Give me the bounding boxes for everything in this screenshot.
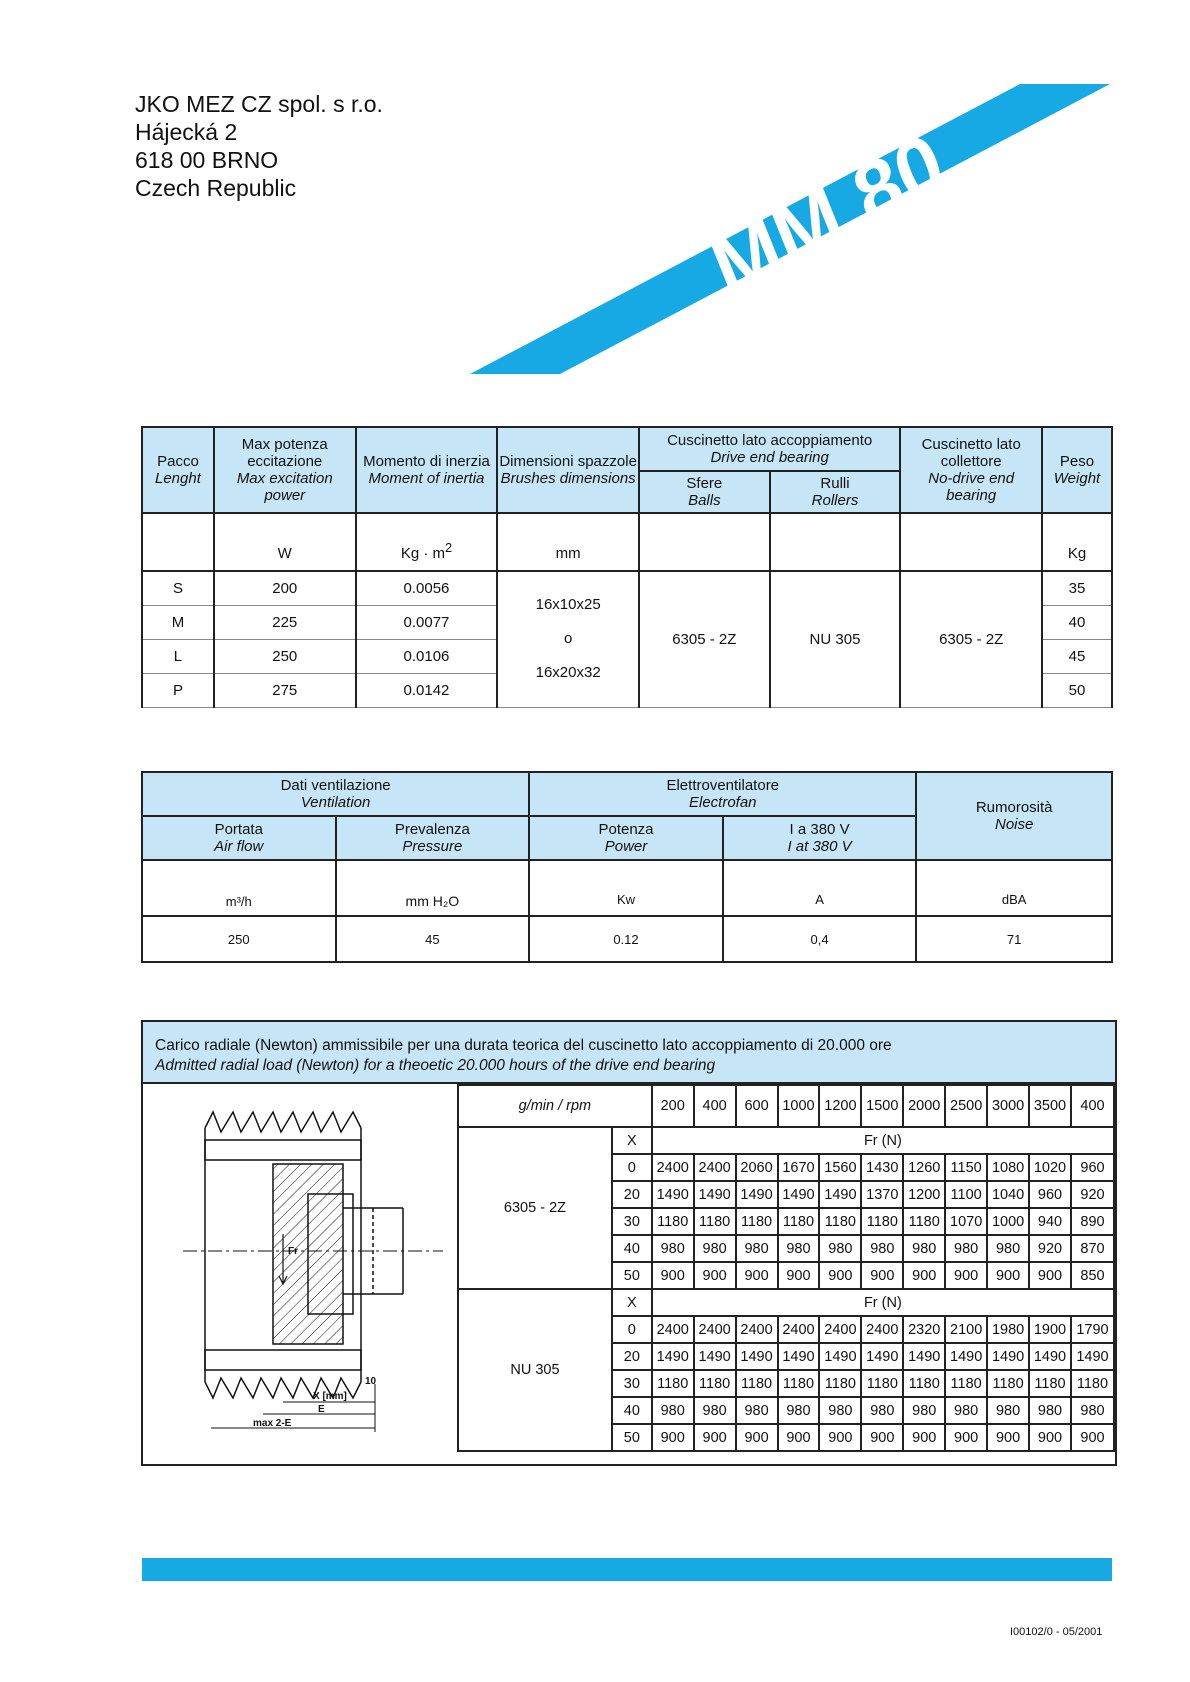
rollers-value: NU 305: [770, 571, 901, 707]
load-value: 980: [861, 1235, 903, 1262]
company-address: [135, 90, 383, 202]
load-value: 980: [694, 1397, 736, 1424]
airflow-header: Portata Air flow: [142, 816, 336, 860]
load-value: 900: [736, 1424, 778, 1451]
rpm-value: 2000: [903, 1085, 945, 1127]
current-header: I a 380 V I at 380 V: [723, 816, 917, 860]
load-value: 1080: [987, 1154, 1029, 1181]
x-label: X: [612, 1289, 652, 1316]
company-city: 618 00 BRNO: [135, 147, 279, 173]
model-name: MM 80: [700, 115, 957, 318]
pressure-header: Prevalenza Pressure: [336, 816, 530, 860]
load-value: 1490: [736, 1343, 778, 1370]
x-label: X [mm]: [313, 1391, 347, 1402]
rpm-value: 1200: [819, 1085, 861, 1127]
load-value: 980: [652, 1235, 694, 1262]
load-value: 1490: [694, 1181, 736, 1208]
table-row: S 200 0.0056 16x10x25 o 16x20x32 6305 - 2Z NU 305 6305 - 2Z 35: [142, 571, 1112, 605]
load-value: 980: [903, 1235, 945, 1262]
load-value: 2400: [861, 1316, 903, 1343]
load-value: 1490: [1029, 1343, 1071, 1370]
load-value: 1490: [819, 1181, 861, 1208]
load-value: 1150: [945, 1154, 987, 1181]
table-row: M 225 0.0077 40: [142, 605, 1112, 639]
col-balls-header: Sfere Balls: [639, 471, 770, 513]
load-value: 900: [945, 1262, 987, 1289]
load-value: 1180: [778, 1208, 820, 1235]
load-value: 2320: [903, 1316, 945, 1343]
pulley-drawing: [143, 1084, 457, 1464]
load-value: 2400: [694, 1316, 736, 1343]
load-value: 900: [819, 1262, 861, 1289]
load-value: 1560: [819, 1154, 861, 1181]
rpm-header-row: [458, 1085, 1114, 1127]
load-value: 900: [1071, 1424, 1114, 1451]
load-value: 1490: [987, 1343, 1029, 1370]
load-value: 980: [1029, 1397, 1071, 1424]
load-value: 980: [778, 1235, 820, 1262]
brushes-values: 16x10x25 o 16x20x32: [497, 571, 639, 707]
radial-load-table: [457, 1084, 1115, 1452]
load-value: 1980: [987, 1316, 1029, 1343]
unit-brushes: mm: [497, 513, 639, 571]
motor-data-table: [141, 426, 1113, 708]
load-value: 2400: [778, 1316, 820, 1343]
x-value: 20: [612, 1343, 652, 1370]
load-value: 980: [987, 1235, 1029, 1262]
load-value: 1180: [652, 1370, 694, 1397]
x-value: 30: [612, 1370, 652, 1397]
x-value: 50: [612, 1262, 652, 1289]
ventilation-header: Dati ventilazione Ventilation: [142, 772, 529, 816]
col-rollers-header: Rulli Rollers: [770, 471, 901, 513]
load-value: 980: [694, 1235, 736, 1262]
load-value: 1490: [652, 1181, 694, 1208]
load-value: 900: [778, 1262, 820, 1289]
rpm-value: 3000: [987, 1085, 1029, 1127]
col-drive-bearing-header: Cuscinetto lato accoppiamento Drive end bearing: [639, 427, 900, 471]
load-value: 900: [1029, 1262, 1071, 1289]
load-value: 980: [987, 1397, 1029, 1424]
load-value: 900: [987, 1262, 1029, 1289]
load-value: 900: [861, 1424, 903, 1451]
load-value: 980: [819, 1235, 861, 1262]
rpm-value: 1000: [778, 1085, 820, 1127]
load-value: 960: [1029, 1181, 1071, 1208]
load-value: 2100: [945, 1316, 987, 1343]
x-header-row: [458, 1127, 1114, 1154]
load-value: 2060: [736, 1154, 778, 1181]
load-value: 2400: [652, 1154, 694, 1181]
load-value: 850: [1071, 1262, 1114, 1289]
load-value: 1180: [903, 1208, 945, 1235]
rpm-value: 3500: [1029, 1085, 1071, 1127]
radial-load-title: Carico radiale (Newton) ammissibile per una durata teorica del cuscinetto lato accoppiamento di 20.000 ore Admitted radial load (Newton) for a theoetic 20.000 hours of the drive end bearing: [143, 1022, 1115, 1084]
load-value: 1180: [987, 1370, 1029, 1397]
load-value: 1000: [987, 1208, 1029, 1235]
x-value: 40: [612, 1235, 652, 1262]
load-value: 900: [694, 1424, 736, 1451]
load-value: 900: [861, 1262, 903, 1289]
electrofan-header: Elettroventilatore Electrofan: [529, 772, 916, 816]
rpm-label: g/min / rpm: [458, 1085, 652, 1127]
load-value: 1070: [945, 1208, 987, 1235]
ten-label: 10: [365, 1376, 377, 1387]
fr-header: Fr (N): [652, 1289, 1114, 1316]
load-value: 900: [736, 1262, 778, 1289]
units-row: [142, 513, 1112, 571]
col-nodrive-bearing-header: Cuscinetto lato collettore No-drive end bearing: [900, 427, 1042, 513]
load-value: 2400: [694, 1154, 736, 1181]
load-value: 1490: [945, 1343, 987, 1370]
units-row: m³/h mm H₂O Kw A dBA: [142, 860, 1112, 916]
load-value: 1180: [1071, 1370, 1114, 1397]
col-weight-header: Peso Weight: [1042, 427, 1112, 513]
x-value: 50: [612, 1424, 652, 1451]
radial-load-section: [141, 1020, 1117, 1466]
x-value: 20: [612, 1181, 652, 1208]
company-street: Hájecká 2: [135, 119, 238, 145]
load-value: 1490: [819, 1343, 861, 1370]
load-value: 900: [987, 1424, 1029, 1451]
rpm-value: 400: [694, 1085, 736, 1127]
load-value: 1490: [736, 1181, 778, 1208]
load-value: 1180: [652, 1208, 694, 1235]
load-value: 1180: [861, 1208, 903, 1235]
table-row: P 275 0.0142 50: [142, 673, 1112, 707]
x-header-row: [458, 1289, 1114, 1316]
unit-weight: Kg: [1042, 513, 1112, 571]
load-value: 980: [903, 1397, 945, 1424]
fr-header: Fr (N): [652, 1127, 1114, 1154]
load-value: 1100: [945, 1181, 987, 1208]
x-value: 40: [612, 1397, 652, 1424]
load-value: 1200: [903, 1181, 945, 1208]
load-value: 1020: [1029, 1154, 1071, 1181]
load-value: 1180: [819, 1370, 861, 1397]
col-power-header: Max potenza eccitazione Max excitation power: [214, 427, 356, 513]
load-value: 1490: [778, 1181, 820, 1208]
load-value: 1180: [861, 1370, 903, 1397]
load-value: 980: [945, 1397, 987, 1424]
noise-header: Rumorosità Noise: [916, 772, 1112, 860]
load-value: 1180: [694, 1370, 736, 1397]
max-label: max 2-E: [253, 1418, 292, 1429]
load-value: 1490: [903, 1343, 945, 1370]
load-value: 1670: [778, 1154, 820, 1181]
rpm-value: 1500: [861, 1085, 903, 1127]
load-value: 980: [736, 1235, 778, 1262]
load-value: 1490: [694, 1343, 736, 1370]
load-value: 1260: [903, 1154, 945, 1181]
fr-label: Fr: [288, 1246, 298, 1257]
unit-inertia: $Kg \cdot m^2$: [356, 513, 498, 571]
load-value: 980: [778, 1397, 820, 1424]
col-pacco-header: Pacco Lenght: [142, 427, 214, 513]
load-value: 1490: [1071, 1343, 1114, 1370]
footer-bar: [142, 1558, 1112, 1581]
company-name: JKO MEZ CZ spol. s r.o.: [135, 91, 383, 117]
load-value: 980: [861, 1397, 903, 1424]
load-value: 1790: [1071, 1316, 1114, 1343]
ventilation-table: [141, 771, 1113, 963]
x-value: 30: [612, 1208, 652, 1235]
load-value: 900: [778, 1424, 820, 1451]
load-value: 900: [1029, 1424, 1071, 1451]
rpm-value: 600: [736, 1085, 778, 1127]
balls-value: 6305 - 2Z: [639, 571, 770, 707]
load-value: 1490: [861, 1343, 903, 1370]
x-label: X: [612, 1127, 652, 1154]
load-value: 1900: [1029, 1316, 1071, 1343]
load-value: 980: [652, 1397, 694, 1424]
load-value: 900: [945, 1424, 987, 1451]
load-value: 1180: [819, 1208, 861, 1235]
load-value: 2400: [736, 1316, 778, 1343]
load-value: 1490: [652, 1343, 694, 1370]
load-value: 900: [652, 1262, 694, 1289]
load-value: 1180: [736, 1370, 778, 1397]
company-country: Czech Republic: [135, 175, 297, 201]
table-row: L 250 0.0106 45: [142, 639, 1112, 673]
table-row: 250 45 0.12 0,4 71: [142, 916, 1112, 962]
unit-power: W: [214, 513, 356, 571]
load-value: 980: [819, 1397, 861, 1424]
col-inertia-header: Momento di inerzia Moment of inertia: [356, 427, 498, 513]
load-value: 900: [819, 1424, 861, 1451]
load-value: 900: [694, 1262, 736, 1289]
load-value: 890: [1071, 1208, 1114, 1235]
load-value: 1370: [861, 1181, 903, 1208]
load-value: 1180: [694, 1208, 736, 1235]
load-value: 940: [1029, 1208, 1071, 1235]
load-value: 2400: [819, 1316, 861, 1343]
load-value: 1180: [1029, 1370, 1071, 1397]
load-value: 900: [903, 1424, 945, 1451]
load-value: 1040: [987, 1181, 1029, 1208]
load-value: 980: [945, 1235, 987, 1262]
rpm-value: 200: [652, 1085, 694, 1127]
load-value: 980: [1071, 1397, 1114, 1424]
load-value: 1180: [778, 1370, 820, 1397]
model-banner: [470, 84, 1110, 374]
x-value: 0: [612, 1316, 652, 1343]
load-value: 1180: [903, 1370, 945, 1397]
load-value: 1180: [945, 1370, 987, 1397]
load-value: 920: [1071, 1181, 1114, 1208]
col-brushes-header: Dimensioni spazzole Brushes dimensions: [497, 427, 639, 513]
load-value: 900: [652, 1424, 694, 1451]
load-value: 870: [1071, 1235, 1114, 1262]
bearing-label: NU 305: [458, 1289, 612, 1451]
load-value: 980: [736, 1397, 778, 1424]
load-value: 960: [1071, 1154, 1114, 1181]
load-value: 1430: [861, 1154, 903, 1181]
x-value: 0: [612, 1154, 652, 1181]
e-label: E: [318, 1404, 325, 1415]
rpm-value: 400: [1071, 1085, 1114, 1127]
rpm-value: 2500: [945, 1085, 987, 1127]
load-value: 920: [1029, 1235, 1071, 1262]
load-value: 1490: [778, 1343, 820, 1370]
load-value: 900: [903, 1262, 945, 1289]
document-code: I00102/0 - 05/2001: [1010, 1626, 1103, 1638]
load-value: 1180: [736, 1208, 778, 1235]
fan-power-header: Potenza Power: [529, 816, 723, 860]
nodrive-value: 6305 - 2Z: [900, 571, 1042, 707]
bearing-label: 6305 - 2Z: [458, 1127, 612, 1289]
load-value: 2400: [652, 1316, 694, 1343]
